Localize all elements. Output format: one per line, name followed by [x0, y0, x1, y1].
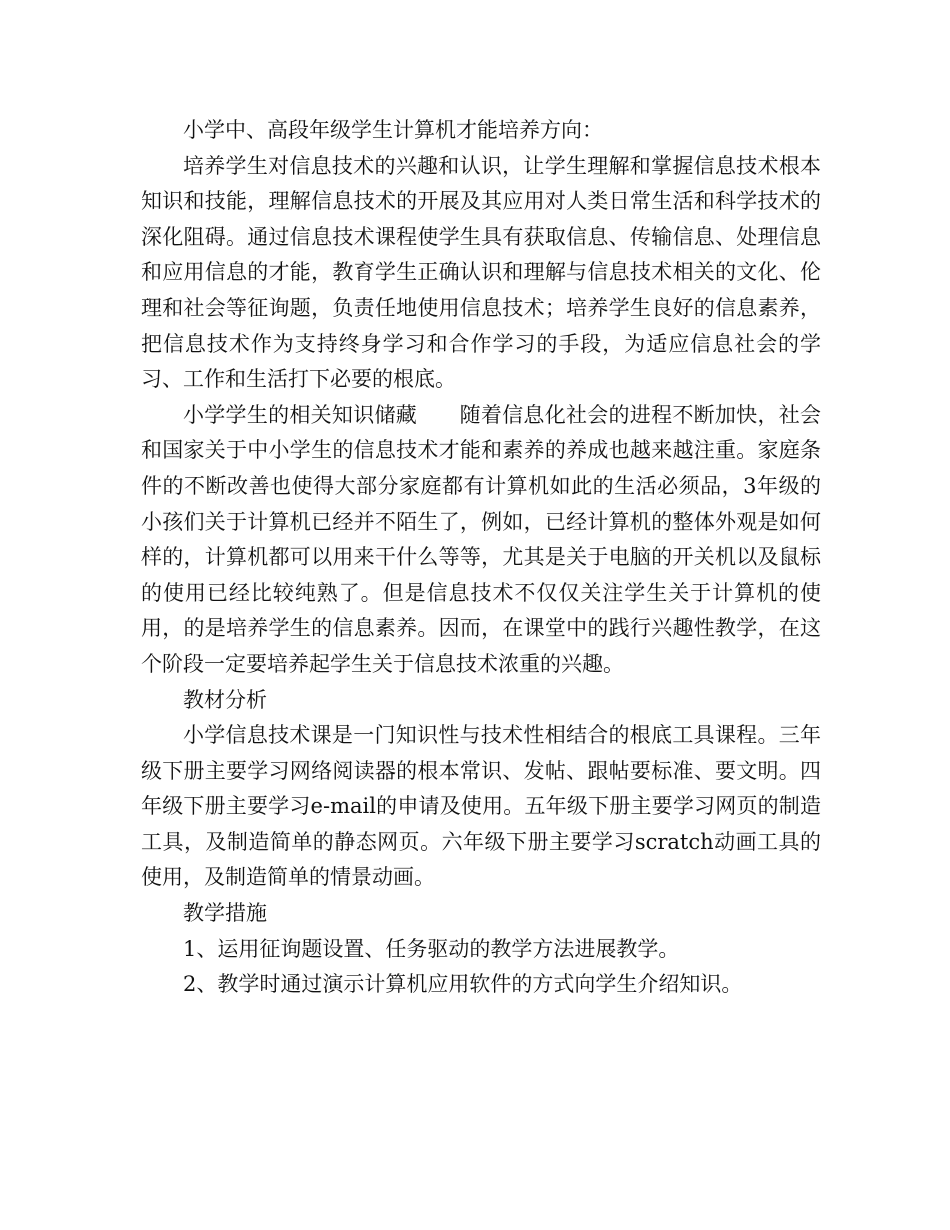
section-heading-ability-direction: 小学中、高段年级学生计算机才能培养方向： — [183, 118, 603, 142]
section-heading-textbook-analysis: 教材分析 — [183, 687, 267, 712]
section-heading-teaching-measures: 教学措施 — [183, 901, 267, 926]
paragraph-textbook-analysis: 小学信息技术课是一门知识性与技术性相结合的根底工具课程。三年级下册主要学习网络阅读器的根本常识、发帖、跟帖要标准、要文明。四年级下册主要学习e-mail的申请及使用。五年级下册主要学习网页的制造工具，及制造简单的静态网页。六年级下册主要学习scratch动画工具的使用，及制造简单的情景动画。 — [141, 723, 821, 890]
list-item-measure-2: 2、教学时通过演示计算机应用软件的方式向学生介绍知识。 — [183, 972, 743, 997]
paragraph-student-knowledge: 小学学生的相关知识储藏 随着信息化社会的进程不断加快，社会和国家关于中小学生的信息技术才能和素养的养成也越来越注重。家庭条件的不断改善也使得大部分家庭都有计算机如此的生活必须品，3年级的小孩们关于计算机已经并不陌生了，例如，已经计算机的整体外观是如何样的，计算机都可以用来干什么等等，尤其是关于电脑的开关机以及鼠标的使用已经比较纯熟了。但是信息技术不仅仅关注学生关于计算机的使用，的是培养学生的信息素养。因而，在课堂中的践行兴趣性教学，在这个阶段一定要培养起学生关于信息技术浓重的兴趣。 — [141, 402, 821, 676]
paragraph-training-goals: 培养学生对信息技术的兴趣和认识，让学生理解和掌握信息技术根本知识和技能，理解信息技术的开展及其应用对人类日常生活和科学技术的深化阻碍。通过信息技术课程使学生具有获取信息、传输信息、处理信息和应用信息的才能，教育学生正确认识和理解与信息技术相关的文化、伦理和社会等征询题，负责任地使用信息技术；培养学生良好的信息素养，把信息技术作为支持终身学习和合作学习的手段，为适应信息社会的学习、工作和生活打下必要的根底。 — [141, 153, 821, 392]
document-body — [141, 113, 821, 1003]
list-item-measure-1: 1、运用征询题设置、任务驱动的教学方法进展教学。 — [183, 936, 680, 961]
